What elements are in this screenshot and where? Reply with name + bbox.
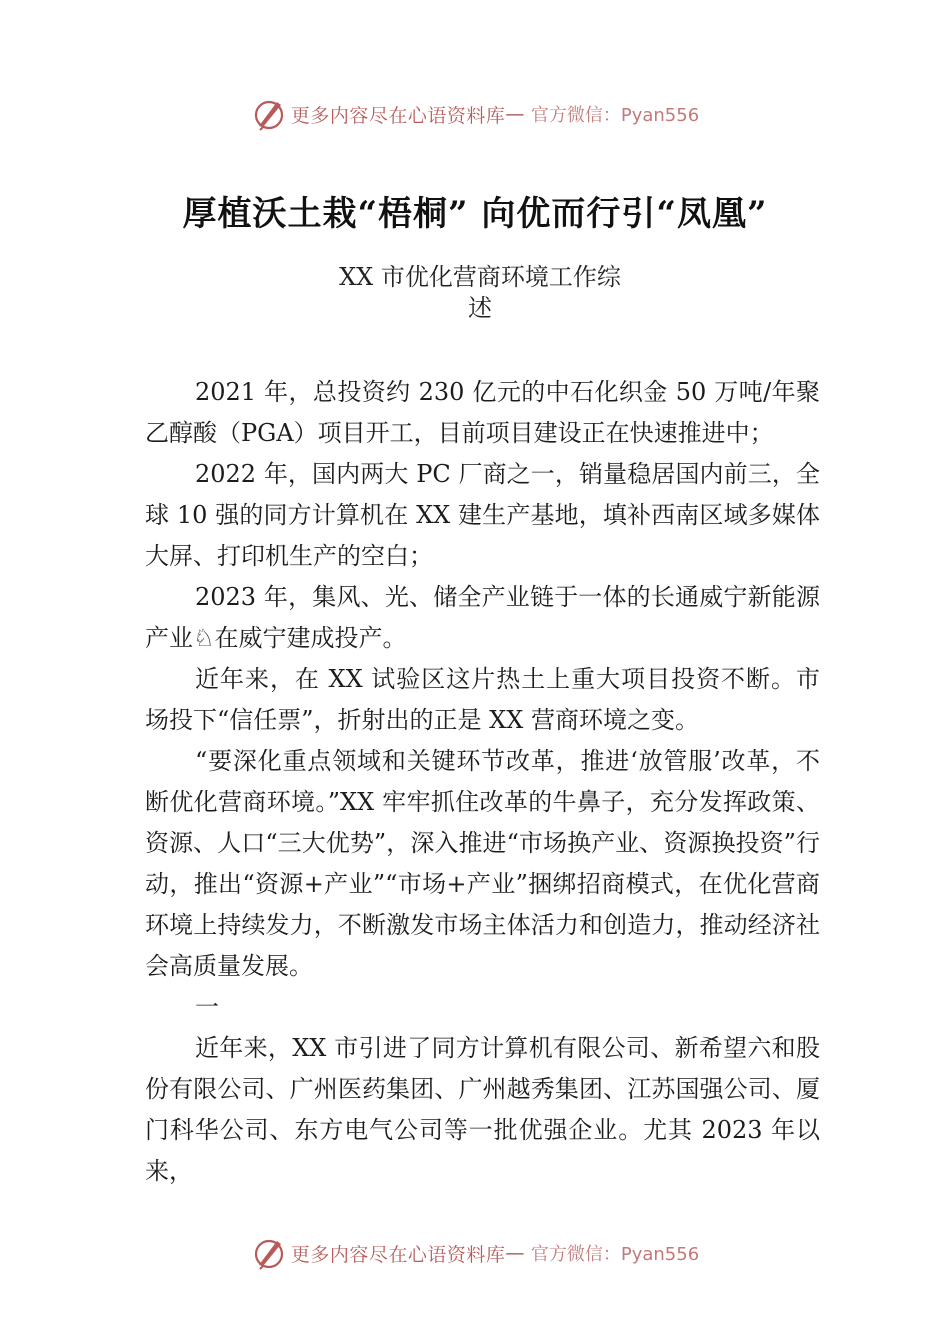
paragraph: “要深化重点领域和关键环节改革，推进‘放管服’改革，不断优化营商环境。”XX 牢牢抓住改革的牛鼻子，充分发挥政策、资源、人口“三大优势”，深入推进“市场换产业、资源换投资”行动，推出“资源+产业”“市场+产业”捆绑招商模式，在优化营商环境上持续发力，不断激发市场主体活力和创造力，推动经济社会高质量发展。 [145,747,820,980]
document-title: 厚植沃土栽“梧桐” 向优而行引“凤凰” [182,194,768,234]
paragraph: 2022 年，国内两大 PC 厂商之一，销量稳居国内前三，全球 10 强的同方计算机在 XX 建生产基地，填补西南区域多媒体大屏、打印机生产的空白； [145,460,820,570]
paragraph: 近年来，XX 市引进了同方计算机有限公司、新希望六和股份有限公司、广州医药集团、广州越秀集团、江苏国强公司、厦门科华公司、东方电气公司等一批优强企业。尤其 2023 年以来， [145,1034,820,1185]
header-watermark [0,94,950,134]
quill-pen-circle-icon [251,96,287,132]
wechat-id: 官方微信：Pyan556 [530,105,700,126]
site-name: 更多内容尽在心语资料库 [290,1243,506,1266]
banner-separator: — [505,103,525,125]
paragraph: 2021 年，总投资约 230 亿元的中石化织金 50 万吨/年聚乙醇酸（PGA）项目开工，目前项目建设正在快速推进中； [145,378,820,447]
section-marker: 一 [195,993,219,1021]
paragraph: 近年来，在 XX 试验区这片热土上重大项目投资不断。市场投下“信任票”，折射出的正是 XX 营商环境之变。 [145,665,820,734]
footer-watermark [0,1233,950,1273]
quill-pen-circle-icon [251,1235,287,1271]
document-body [145,372,820,1192]
paragraph: 2023 年，集风、光、储全产业链于一体的长通威宁新能源产业♘在威宁建成投产。 [145,583,820,652]
wechat-id: 官方微信：Pyan556 [530,1244,700,1265]
site-name: 更多内容尽在心语资料库 [290,104,506,127]
document-subtitle: XX 市优化营商环境工作综述 [339,263,621,322]
banner-separator: — [505,1242,525,1264]
